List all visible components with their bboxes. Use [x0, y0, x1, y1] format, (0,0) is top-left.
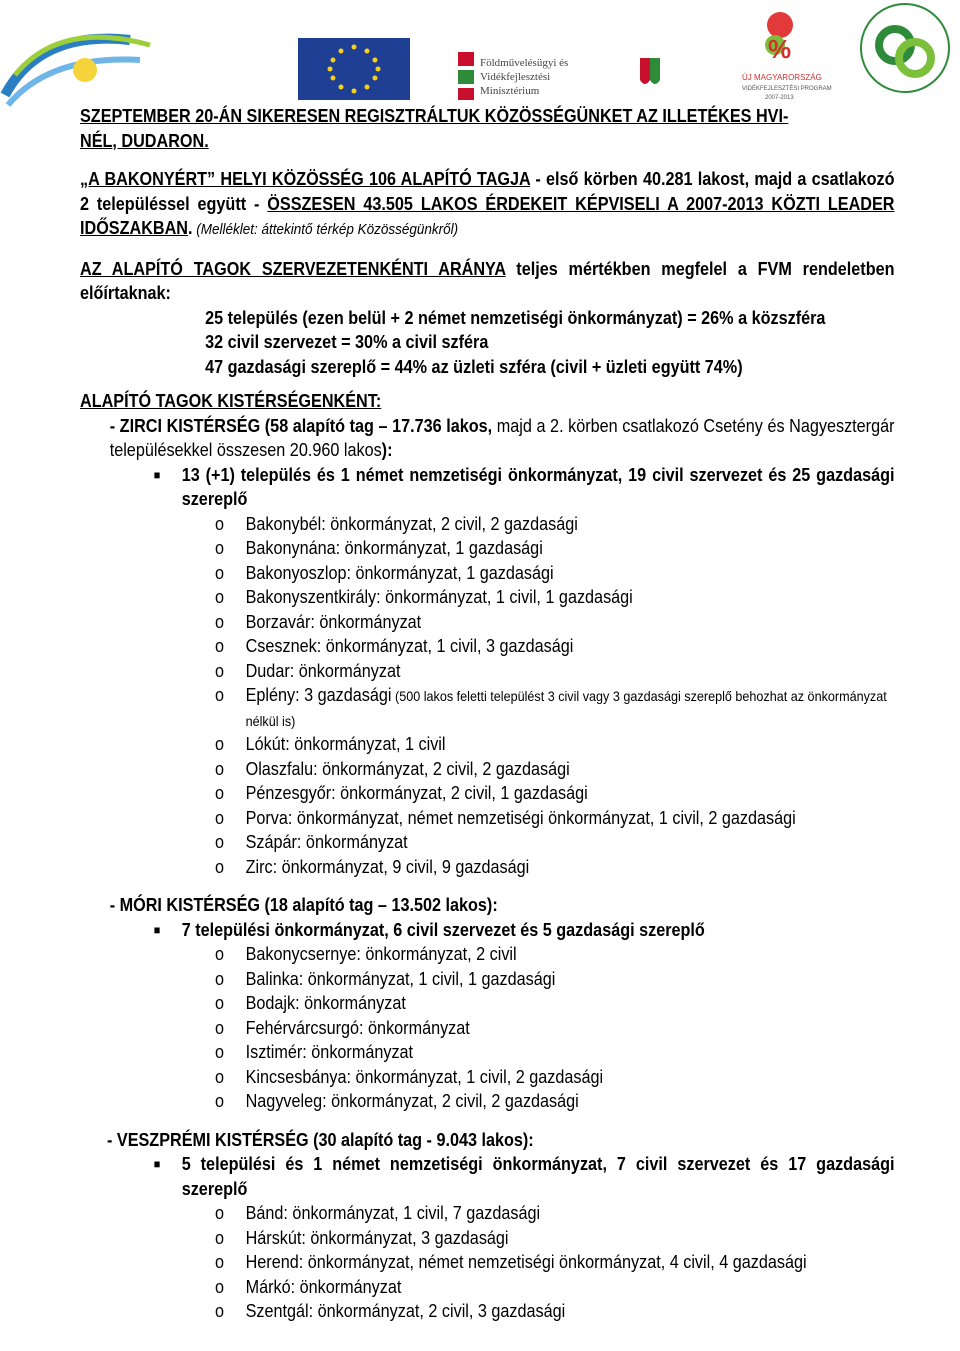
- eplény-note: (500 lakos feletti települést 3 civil vagy 3 gazdasági szereplő behozhat az önkormányzat nélkül is): [245, 688, 887, 729]
- logo-header: [0, 0, 960, 110]
- period-text: .: [188, 218, 193, 238]
- list-item: [80, 683, 895, 732]
- ratio-heading: AZ ALAPÍTÓ TAGOK SZERVEZETENKÉNTI ARÁNYA: [80, 258, 506, 279]
- circle-bullet-icon: o: [215, 1276, 225, 1297]
- eu-flag-logo: [298, 38, 410, 100]
- circle-bullet-icon: o: [215, 587, 225, 607]
- circle-bullet-icon: o: [215, 660, 225, 681]
- circle-bullet-icon: o: [215, 856, 225, 877]
- circle-bullet-icon: o: [215, 1301, 225, 1321]
- hvi-logo: [861, 4, 949, 92]
- list-item: [80, 1275, 895, 1300]
- square-bullet-icon: ■: [153, 922, 161, 937]
- list-item: [80, 757, 895, 782]
- ratio-heading-rest: teljes mértékben megfelel a FVM rendeletben előírtaknak:: [80, 258, 895, 303]
- list-item-text: Pénzesgyőr: önkormányzat, 2 civil, 1 gazdasági: [245, 783, 588, 803]
- list-item-text: Bakonybél: önkormányzat, 2 civil, 2 gazdasági: [245, 513, 578, 534]
- zirc-heading: [80, 414, 895, 463]
- circle-bullet-icon: o: [215, 1017, 225, 1038]
- circle-bullet-icon: o: [215, 538, 225, 558]
- zirc-summary-text: 13 (+1) település és 1 német nemzetiségi önkormányzat, 19 civil szervezet és 25 gazdasági szereplő: [181, 464, 895, 509]
- circle-bullet-icon: o: [215, 1252, 225, 1272]
- list-item-text: Bakonyszentkirály: önkormányzat, 1 civil, 1 gazdasági: [245, 587, 633, 607]
- umft-line-3: 2007-2013: [765, 95, 794, 101]
- list-item: [80, 634, 895, 659]
- circle-bullet-icon: o: [215, 783, 225, 803]
- list-item-text: Bodajk: önkormányzat: [245, 993, 406, 1013]
- circle-bullet-icon: o: [215, 513, 225, 534]
- lakos-text: - első körben 40.281 lakost, majd a csatlakozó 2 településsel együtt -: [80, 169, 895, 214]
- veszprem-summary-text: 5 települési és 1 német nemzetiségi önkormányzat, 7 civil szervezet és 17 gazdasági szereplő: [181, 1154, 895, 1199]
- eplény-text: Eplény: 3 gazdasági: [245, 685, 392, 705]
- intro-line-2: NÉL, DUDARON.: [80, 130, 209, 151]
- circle-bullet-icon: o: [215, 611, 225, 632]
- uj-magyarorszag-logo: [742, 12, 832, 101]
- circle-bullet-icon: o: [215, 758, 225, 779]
- circle-bullet-icon: o: [215, 734, 225, 754]
- ratio-line-2: 32 civil szervezet = 30% a civil szféra: [205, 332, 489, 352]
- zirc-heading-end: ):: [381, 440, 393, 460]
- list-item: [80, 585, 895, 610]
- list-item-text: Bakonycsernye: önkormányzat, 2 civil: [245, 944, 517, 964]
- list-item-text: Fehérvárcsurgó: önkormányzat: [245, 1017, 470, 1038]
- square-bullet-icon: ■: [153, 467, 161, 482]
- ministry-line-1: Földművelésügyi és: [480, 57, 569, 69]
- veszprem-summary: [80, 1152, 895, 1201]
- list-item: [80, 1250, 895, 1275]
- document-body: [80, 104, 895, 1324]
- kisterseg-heading: ALAPÍTÓ TAGOK KISTÉRSÉGENKÉNT:: [80, 391, 382, 411]
- mor-summary-text: 7 települési önkormányzat, 6 civil szervezet és 5 gazdasági szereplő: [181, 919, 705, 940]
- circle-bullet-icon: o: [215, 968, 225, 989]
- list-item: [80, 942, 895, 967]
- ministry-line-2: Vidékfejlesztési: [480, 71, 551, 83]
- circle-bullet-icon: o: [215, 636, 225, 656]
- list-item-text: Márkó: önkormányzat: [245, 1276, 402, 1297]
- umft-line-2: VIDÉKFEJLESZTÉSI PROGRAM: [742, 86, 832, 92]
- circle-bullet-icon: o: [215, 685, 225, 705]
- circle-bullet-icon: o: [215, 562, 225, 583]
- list-item: [80, 1016, 895, 1041]
- list-item: [80, 536, 895, 561]
- list-item: [80, 1040, 895, 1065]
- circle-bullet-icon: o: [215, 944, 225, 964]
- list-item: [80, 1299, 895, 1324]
- list-item-text: Herend: önkormányzat, német nemzetiségi önkormányzat, 4 civil, 4 gazdasági: [245, 1252, 807, 1272]
- ministry-logo: [458, 52, 660, 100]
- ratio-paragraph: [80, 257, 895, 306]
- zirc-summary: [80, 463, 895, 512]
- circle-bullet-icon: o: [215, 1203, 225, 1223]
- list-item: [80, 855, 895, 880]
- list-item: [80, 1065, 895, 1090]
- list-item: [80, 830, 895, 855]
- list-item-text: Bakonynána: önkormányzat, 1 gazdasági: [245, 538, 543, 558]
- list-item: [80, 610, 895, 635]
- logo-strip: [0, 0, 960, 110]
- osszesen-text: ÖSSZESEN 43.505 LAKOS ÉRDEKEIT KÉPVISELI A 2007-2013 KÖZTI LEADER IDŐSZAKBAN: [80, 193, 895, 238]
- umft-line-1: ÚJ MAGYARORSZÁG: [742, 73, 822, 82]
- list-item-text: Szentgál: önkormányzat, 2 civil, 3 gazdasági: [245, 1301, 566, 1321]
- list-item: [80, 991, 895, 1016]
- circle-bullet-icon: o: [215, 1227, 225, 1248]
- list-item-text: Bánd: önkormányzat, 1 civil, 7 gazdasági: [245, 1203, 541, 1223]
- list-item: [80, 732, 895, 757]
- list-item: [80, 1089, 895, 1114]
- list-item-text: Bakonyoszlop: önkormányzat, 1 gazdasági: [245, 562, 554, 583]
- zirc-heading-rest: majd a 2. körben csatlakozó Csetény és Nagyesztergár településekkel összesen 20.960 lakos: [109, 415, 895, 460]
- list-item-text: Lókút: önkormányzat, 1 civil: [245, 734, 446, 754]
- list-item-text: Borzavár: önkormányzat: [245, 611, 422, 632]
- list-item: [80, 561, 895, 586]
- circle-bullet-icon: o: [215, 807, 225, 828]
- circle-bullet-icon: o: [215, 1066, 225, 1087]
- ministry-line-3: Minisztérium: [480, 85, 540, 97]
- veszprem-heading: - VESZPRÉMI KISTÉRSÉG (30 alapító tag - 9.043 lakos):: [107, 1129, 534, 1150]
- mor-summary: [80, 918, 895, 943]
- list-item-text: Nagyveleg: önkormányzat, 2 civil, 2 gazdasági: [245, 1091, 579, 1111]
- list-item-text: Olaszfalu: önkormányzat, 2 civil, 2 gazdasági: [245, 758, 570, 779]
- zirc-heading-bold: - ZIRCI KISTÉRSÉG (58 alapító tag – 17.736 lakos,: [109, 415, 493, 436]
- list-item-text: Isztimér: önkormányzat: [245, 1042, 414, 1062]
- mor-heading: - MÓRI KISTÉRSÉG (18 alapító tag – 13.502 lakos):: [109, 895, 498, 915]
- list-item: [80, 781, 895, 806]
- list-item-text: Dudar: önkormányzat: [245, 660, 401, 681]
- list-item: [80, 806, 895, 831]
- list-item-text: Zirc: önkormányzat, 9 civil, 9 gazdasági: [245, 856, 530, 877]
- circle-bullet-icon: o: [215, 832, 225, 852]
- square-bullet-icon: ■: [153, 1157, 161, 1171]
- ratio-line-1: 25 település (ezen belül + 2 német nemzetiségi önkormányzat) = 26% a közszféra: [205, 307, 826, 328]
- circle-bullet-icon: o: [215, 1042, 225, 1062]
- list-item-text: Kincsesbánya: önkormányzat, 1 civil, 2 gazdasági: [245, 1066, 604, 1087]
- svg-text:%: %: [768, 34, 792, 64]
- list-item-text: Hárskút: önkormányzat, 3 gazdasági: [245, 1227, 509, 1248]
- list-item: [80, 1201, 895, 1226]
- list-item: [80, 659, 895, 684]
- list-item-text: Csesznek: önkormányzat, 1 civil, 3 gazdasági: [245, 636, 574, 656]
- list-item: [80, 1226, 895, 1251]
- circle-bullet-icon: o: [215, 993, 225, 1013]
- intro-line-1: SZEPTEMBER 20-ÁN SIKERESEN REGISZTRÁLTUK KÖZÖSSÉGÜNKET AZ ILLETÉKES HVI-: [80, 106, 789, 126]
- alapito-tagok-text: „A BAKONYÉRT” HELYI KÖZÖSSÉG 106 ALAPÍTÓ TAGJA: [80, 169, 531, 189]
- circle-bullet-icon: o: [215, 1091, 225, 1111]
- melleklet-note: (Melléklet: áttekintő térkép Közösségünkről): [192, 221, 459, 238]
- list-item-text: Porva: önkormányzat, német nemzetiségi önkormányzat, 1 civil, 2 gazdasági: [245, 807, 796, 828]
- ratio-line-3: 47 gazdasági szereplő = 44% az üzleti szféra (civil + üzleti együtt 74%): [205, 356, 743, 377]
- list-item-text: Szápár: önkormányzat: [245, 832, 408, 852]
- sun-swoosh-logo: [5, 37, 150, 105]
- list-item: [80, 967, 895, 992]
- list-item: [80, 512, 895, 537]
- list-item-text: Balinka: önkormányzat, 1 civil, 1 gazdasági: [245, 968, 556, 989]
- intro-paragraph: [80, 167, 895, 243]
